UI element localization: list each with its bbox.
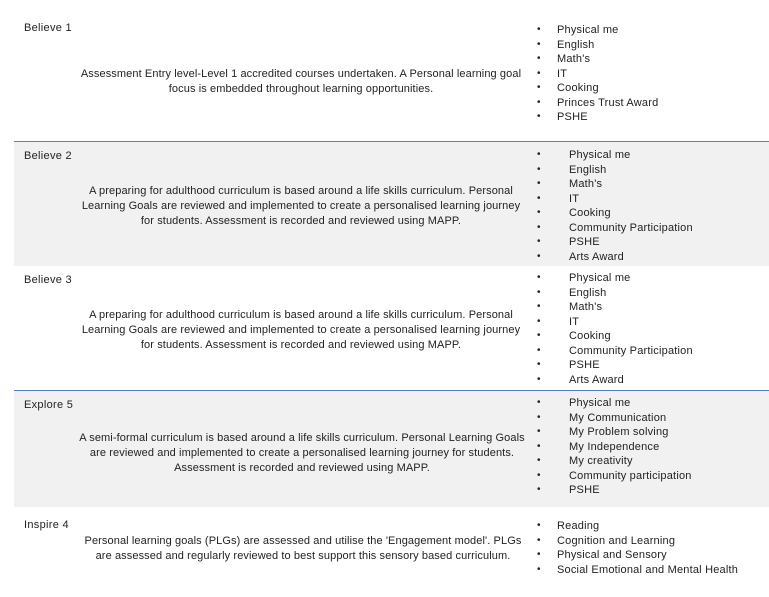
subject-list (569, 396, 692, 498)
list-item: • Physical me (557, 23, 658, 38)
subject-list (569, 271, 693, 387)
list-item: • Cooking (557, 81, 658, 96)
row-description: Personal learning goals (PLGs) are assessed and utilise the 'Engagement model'. PLGs are assessed and regularly reviewed to best support this sensory based curriculum. (84, 535, 522, 562)
list-item: • Math's (569, 177, 693, 192)
table-row-believe-1 (14, 14, 769, 140)
table-row-believe-3 (14, 266, 769, 390)
row-label: Explore 5 (24, 399, 74, 411)
list-item: • Cognition and Learning (557, 534, 738, 549)
list-item: • IT (569, 315, 693, 330)
list-item: • Reading (557, 519, 738, 534)
row-label: Believe 1 (24, 22, 72, 34)
list-item: • Social Emotional and Mental Health (557, 563, 738, 578)
list-item: • Physical and Sensory (557, 548, 738, 563)
table-row-inspire-4 (14, 507, 769, 587)
list-item: • Community participation (569, 469, 692, 484)
table-row-believe-2 (14, 141, 769, 266)
list-item: • IT (569, 192, 693, 207)
list-item: • Community Participation (569, 221, 693, 236)
list-item: • PSHE (569, 483, 692, 498)
list-item: • Cooking (569, 206, 693, 221)
list-item: • Physical me (569, 148, 693, 163)
row-label: Believe 2 (24, 150, 72, 162)
row-label: Inspire 4 (24, 519, 69, 531)
list-item: • Community Participation (569, 344, 693, 359)
list-item: • My Independence (569, 440, 692, 455)
subject-list (569, 148, 693, 264)
row-description: A preparing for adulthood curriculum is based around a life skills curriculum. Personal Learning Goals are reviewed and implemented to create a personalised learning journey for students. Assessment is recorded and reviewed using MAPP. (81, 309, 521, 351)
list-item: • Physical me (569, 271, 693, 286)
row-description: A semi-formal curriculum is based around a life skills curriculum. Personal Learning Goals are reviewed and implemented to create a personalised learning journey for students. Assessment is recorded and reviewed using MAPP. (79, 432, 525, 474)
list-item: • Physical me (569, 396, 692, 411)
row-description: A preparing for adulthood curriculum is based around a life skills curriculum. Personal Learning Goals are reviewed and implemented to create a personalised learning journey for students. Assessment is recorded and reviewed using MAPP. (81, 185, 521, 227)
list-item: • IT (557, 67, 658, 82)
list-item: • Arts Award (569, 373, 693, 388)
list-item: • English (557, 38, 658, 53)
row-label: Believe 3 (24, 274, 72, 286)
list-item: • Math's (569, 300, 693, 315)
list-item: • My creativity (569, 454, 692, 469)
list-item: • English (569, 163, 693, 178)
list-item: • PSHE (557, 110, 658, 125)
table-row-explore-5 (14, 390, 769, 507)
list-item: • PSHE (569, 235, 693, 250)
subject-list (557, 519, 738, 577)
row-description: Assessment Entry level-Level 1 accredited courses undertaken. A Personal learning goal focus is embedded throughout learning opportunities. (80, 68, 522, 95)
list-item: • PSHE (569, 358, 693, 373)
list-item: • Arts Award (569, 250, 693, 265)
subject-list (557, 23, 658, 125)
list-item: • English (569, 286, 693, 301)
list-item: • Princes Trust Award (557, 96, 658, 111)
list-item: • My Communication (569, 411, 692, 426)
list-item: • Cooking (569, 329, 693, 344)
list-item: • Math's (557, 52, 658, 67)
list-item: • My Problem solving (569, 425, 692, 440)
